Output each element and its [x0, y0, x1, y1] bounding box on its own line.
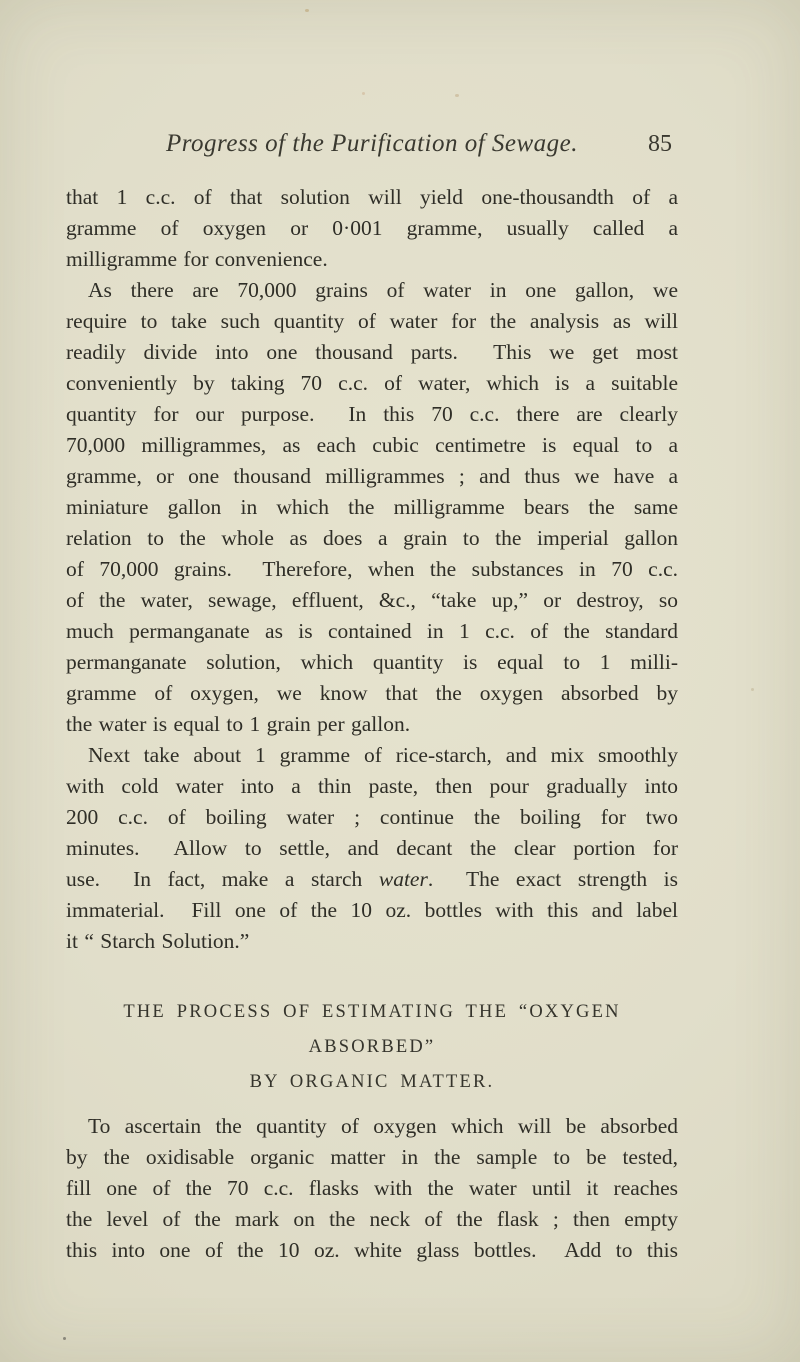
- text-line: by the oxidisable organic matter in the sample to be tested,: [66, 1145, 678, 1169]
- text-line: To ascertain the quantity of oxygen which will be absorbed: [88, 1114, 678, 1138]
- section-heading-line: BY ORGANIC MATTER.: [249, 1072, 495, 1092]
- running-head-title: Progress of the Purification of Sewage.: [165, 130, 579, 157]
- text-line: minutes. Allow to settle, and decant the clear portion for: [66, 836, 678, 860]
- text-line: miniature gallon in which the milligramme bears the same: [66, 495, 678, 519]
- text-line: 70,000 milligrammes, as each cubic centimetre is equal to a: [66, 433, 678, 457]
- paper-speck: [362, 92, 365, 95]
- text-line: fill one of the 70 c.c. flasks with the water until it reaches: [66, 1176, 678, 1200]
- paragraph: [66, 740, 678, 957]
- text-line: permanganate solution, which quantity is equal to 1 milli-: [66, 650, 678, 674]
- text-line: immaterial. Fill one of the 10 oz. bottles with this and label: [66, 898, 678, 922]
- paragraph: [66, 1111, 678, 1266]
- text-line: with cold water into a thin paste, then pour gradually into: [66, 774, 678, 798]
- text-line: conveniently by taking 70 c.c. of water, which is a suitable: [66, 371, 678, 395]
- text-line: Next take about 1 gramme of rice-starch, and mix smoothly: [88, 743, 678, 767]
- paper-speck: [751, 688, 754, 691]
- text-line: gramme of oxygen or 0·001 gramme, usually called a: [66, 216, 678, 240]
- paper-speck: [63, 1337, 66, 1340]
- text-line: this into one of the 10 oz. white glass bottles. Add to this: [66, 1238, 678, 1262]
- paragraph: [66, 275, 678, 740]
- paragraph: [66, 182, 678, 275]
- paper-speck: [455, 94, 459, 97]
- section-heading-line: THE PROCESS OF ESTIMATING THE “OXYGEN ABSORBED”: [123, 1002, 621, 1057]
- text-line: that 1 c.c. of that solution will yield one-thousandth of a: [66, 185, 678, 209]
- text-line: it “ Starch Solution.”: [66, 929, 250, 953]
- running-head: [66, 128, 678, 160]
- text-line: quantity for our purpose. In this 70 c.c. there are clearly: [66, 402, 678, 426]
- text-line: of the water, sewage, effluent, &c., “take up,” or destroy, so: [66, 588, 678, 612]
- page-number: 85: [648, 131, 672, 157]
- text-line: gramme of oxygen, we know that the oxygen absorbed by: [66, 681, 678, 705]
- text-line: require to take such quantity of water for the analysis as will: [66, 309, 678, 333]
- text-line: use. In fact, make a starch water. The exact strength is: [66, 867, 678, 891]
- text-line: As there are 70,000 grains of water in one gallon, we: [88, 278, 678, 302]
- text-line: readily divide into one thousand parts. This we get most: [66, 340, 678, 364]
- text-line: much permanganate as is contained in 1 c.c. of the standard: [66, 619, 678, 643]
- text-line: the water is equal to 1 grain per gallon.: [66, 712, 411, 736]
- text-line: of 70,000 grains. Therefore, when the substances in 70 c.c.: [66, 557, 678, 581]
- section-heading: [66, 995, 678, 1100]
- paper-speck: [305, 9, 309, 12]
- text-line: the level of the mark on the neck of the flask ; then empty: [66, 1207, 678, 1231]
- text-line: milligramme for convenience.: [66, 247, 328, 271]
- text-line: relation to the whole as does a grain to the imperial gallon: [66, 526, 678, 550]
- page-body: [66, 182, 678, 1266]
- text-line: 200 c.c. of boiling water ; continue the boiling for two: [66, 805, 678, 829]
- text-line: gramme, or one thousand milligrammes ; and thus we have a: [66, 464, 678, 488]
